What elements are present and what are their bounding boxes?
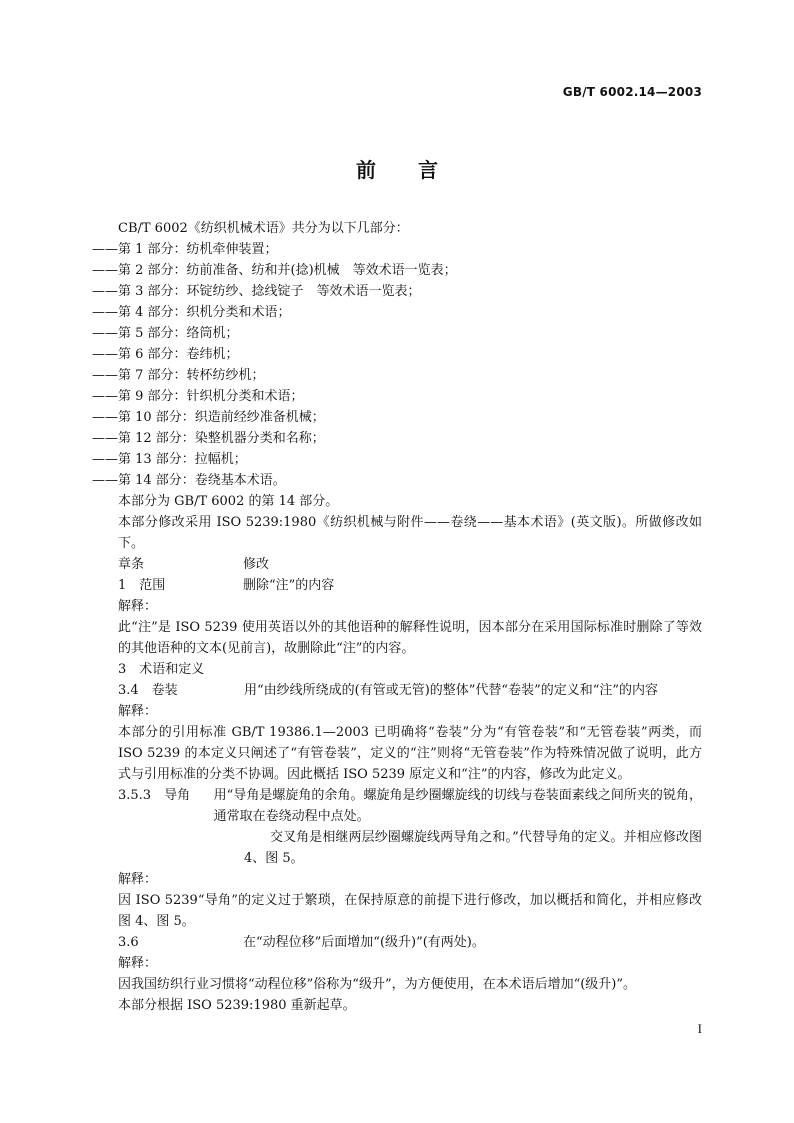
clause-3-4-label: 3.4 卷装 [118, 683, 178, 698]
change-table-head [92, 554, 702, 575]
clause-3-6-row [92, 932, 702, 953]
change-column-label: 修改 [243, 557, 270, 572]
explain-label: 解释： [118, 704, 158, 719]
explain-label: 解释： [118, 872, 158, 887]
clause-1-explanation: 此“注”是 ISO 5239 使用英语以外的其他语种的解释性说明，因本部分在采用国际标准时删除了等效的其他语种的文本(见前言)，故删除此“注”的内容。 [118, 620, 702, 656]
clause-column-label: 章条 [118, 557, 145, 572]
part-list-item: ——第 5 部分：络筒机； [92, 326, 239, 341]
part-list-item: ——第 14 部分：卷绕基本术语。 [92, 473, 286, 488]
part-list-item: ——第 2 部分：纺前准备、纺和并(捻)机械 等效术语一览表； [92, 263, 457, 278]
part-list-item: ——第 9 部分：针织机分类和术语； [92, 389, 304, 404]
redraft-statement: 本部分根据 ISO 5239:1980 重新起草。 [118, 998, 356, 1013]
part-list-item: ——第 13 部分：拉幅机； [92, 452, 247, 467]
clause-3-5-3-explanation: 因 ISO 5239“导角”的定义过于繁琐，在保持原意的前提下进行修改，加以概括和简化，并相应修改图 4、图 5。 [118, 893, 702, 929]
standard-number: GB/T 6002.14—2003 [562, 85, 702, 99]
parts-list [92, 239, 702, 491]
clause-3-5-3-row [92, 785, 702, 827]
part-list-item: ——第 10 部分：织造前经纱准备机械； [92, 410, 325, 425]
adoption-paragraph: 本部分修改采用 ISO 5239:1980《纺织机械与附件——卷绕——基本术语》(英文版)。所做修改如下。 [118, 515, 702, 551]
part-list-item: ——第 7 部分：转杯纺纱机； [92, 368, 265, 383]
clause-3-4-explanation: 本部分的引用标准 GB/T 19386.1—2003 已明确将“卷装”分为“有管卷装”和“无管卷装”两类，而 ISO 5239 的本定义只阐述了“有管卷装”，定义的“注”则将“无管卷装”作为特殊情况做了说明，此方式与引用标准的分类不协调。因此概括 ISO 5239 原定义和“注”的内容，修改为此定义。 [118, 725, 702, 782]
clause-1-change: 删除“注”的内容 [243, 578, 335, 593]
clause-3-5-3-label: 3.5.3 导角 [118, 788, 191, 803]
clause-3-6-explanation: 因我国纺织行业习惯将“动程位移”俗称为“级升”，为方便使用，在本术语后增加“(级升)”。 [118, 977, 637, 992]
part-list-item: ——第 4 部分：织机分类和术语； [92, 305, 291, 320]
intro-paragraph: CB/T 6002《纺织机械术语》共分为以下几部分： [118, 221, 409, 236]
clause-3-4-change: 用“由纱线所绕成的(有管或无管)的整体”代替“卷装”的定义和“注”的内容 [244, 683, 659, 698]
clause-3-6-change: 在“动程位移”后面增加“(级升)”(有两处)。 [243, 935, 485, 950]
explain-label: 解释： [118, 956, 158, 971]
page-number: I [697, 1021, 702, 1036]
part-list-item: ——第 1 部分：纺机牵伸装置； [92, 242, 278, 257]
part-list-item: ——第 3 部分：环锭纺纱、捻线锭子 等效术语一览表； [92, 284, 421, 299]
clause-1-label: 1 范围 [118, 578, 166, 593]
clause-3-5-3-change: 用“导角是螺旋角的余角。螺旋角是纱圈螺旋线的切线与卷装面素线之间所夹的锐角，通常取在卷绕动程中点处。 [213, 788, 702, 824]
page-title: 前言 [356, 158, 480, 182]
clause-3-4-row [92, 680, 702, 701]
clause-3-heading: 3 术语和定义 [118, 662, 205, 677]
foreword-body [92, 218, 702, 1016]
part-list-item: ——第 6 部分：卷纬机； [92, 347, 239, 362]
part-list-item: ——第 12 部分：染整机器分类和名称； [92, 431, 325, 446]
explain-label: 解释： [118, 599, 158, 614]
clause-1-row [92, 575, 702, 596]
clause-3-5-3-change-continued: 交叉角是相继两层纱圈螺旋线两导角之和。”代替导角的定义。并相应修改图 4、图 5。 [244, 830, 702, 866]
part-of-paragraph: 本部分为 GB/T 6002 的第 14 部分。 [118, 494, 339, 509]
clause-3-6-label: 3.6 [118, 935, 139, 950]
